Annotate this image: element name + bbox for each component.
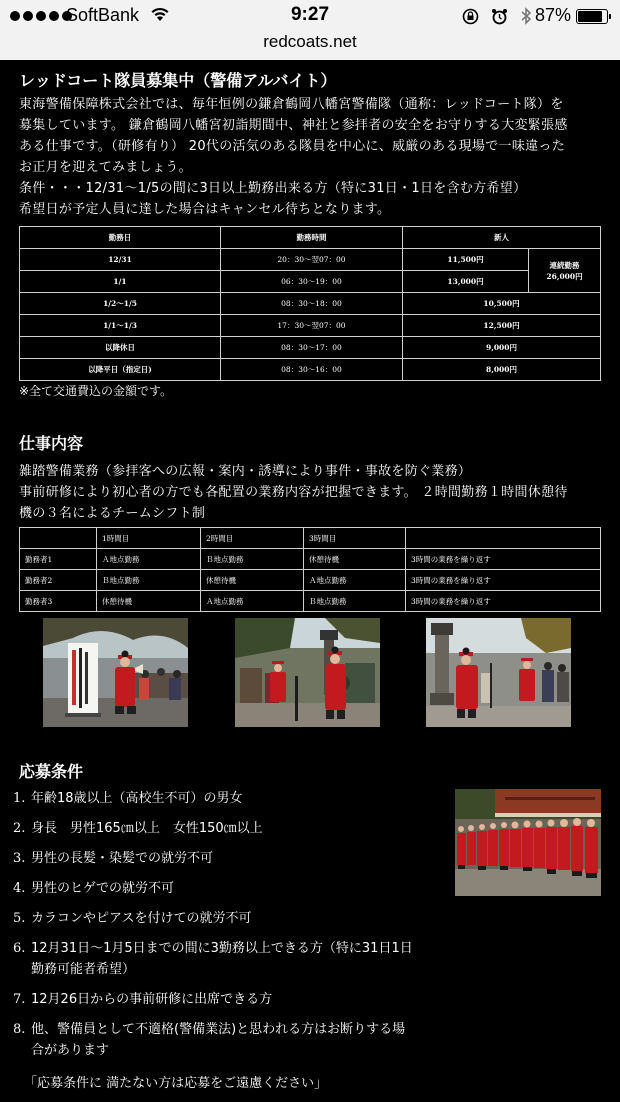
- recruit-line: 募集しています。 鎌倉鶴岡八幡宮初詣期間中、神社と参拝者の安全をお守りする大変緊張感: [19, 118, 568, 133]
- list-item: 5. カラコンやピアスを付けての就労不可: [13, 911, 252, 926]
- recruit-line: ある仕事です。（研修有り） 20代の活気のある隊員を中心に、威厳のある現場で一味違った: [19, 139, 566, 154]
- shift-cell: 休憩待機: [201, 570, 304, 591]
- table-row: [20, 315, 601, 337]
- list-item: 3. 男性の長髪・染髪での就労不可: [13, 851, 214, 866]
- list-item: 2. 身長 男性165㎝以上 女性150㎝以上: [13, 821, 263, 836]
- shift-table: [19, 527, 601, 612]
- pay-amount: 10,500円: [403, 293, 601, 315]
- table-row: [20, 271, 601, 293]
- shift-cell: 勤務者3: [20, 591, 97, 612]
- guard-photo-2: [235, 618, 380, 727]
- rotation-lock-icon: [462, 8, 479, 25]
- pay-time: 08：30～16：00: [221, 359, 403, 381]
- pay-day: 1/2～1/5: [20, 293, 221, 315]
- pay-day: 1/1～1/3: [20, 315, 221, 337]
- recruit-line: 東海警備保障株式会社では、毎年恒例の鎌倉鶴岡八幡宮警備隊（通称：レッドコート隊）を: [19, 97, 564, 112]
- pay-note: ※全て交通費込の金額です。: [19, 384, 173, 398]
- shift-header: 1時間目: [97, 528, 201, 549]
- apply-title: 応募条件: [19, 762, 84, 781]
- job-line: 雑踏警備業務（参拝客への広報・案内・誘導により事件・事故を防ぐ業務）: [19, 464, 472, 479]
- table-row: [20, 293, 601, 315]
- table-row: [20, 570, 601, 591]
- address-bar[interactable]: redcoats.net: [0, 32, 620, 60]
- shift-header: 3時間目: [304, 528, 406, 549]
- shift-cell: 勤務者1: [20, 549, 97, 570]
- carrier-name: SoftBank: [66, 5, 140, 25]
- pay-table: [19, 226, 601, 381]
- job-line: 機の３名によるチームシフト制: [19, 506, 206, 521]
- shift-cell: Ｂ地点勤務: [201, 549, 304, 570]
- pay-day: 以降平日（指定日): [20, 359, 221, 381]
- shift-cell: Ａ地点勤務: [97, 549, 201, 570]
- battery-icon: [576, 9, 608, 24]
- pay-amount: 12,500円: [403, 315, 601, 337]
- apply-footer: 「応募条件に 満たない方は応募をご遠慮ください」: [24, 1076, 328, 1091]
- recruit-line: 条件・・・12/31～1/5の間に3日以上勤務出来る方（特に31日・1日を含む方希望）: [19, 181, 527, 196]
- pay-time: 06：30～19：00: [221, 271, 403, 293]
- shift-cell: 休憩待機: [304, 549, 406, 570]
- list-item: 8. 他、警備員として不適格(警備業法)と思われる方はお断りする場 合があります: [13, 1022, 406, 1058]
- list-item: 1. 年齢18歳以上（高校生不可）の男女: [13, 791, 243, 806]
- list-item: 4. 男性のヒゲでの就労不可: [13, 881, 175, 896]
- recruit-line: お正月を迎えてみましょう。: [19, 160, 192, 175]
- pay-day: 以降休日: [20, 337, 221, 359]
- shift-cell: 3時間の業務を繰り返す: [406, 591, 601, 612]
- shift-cell: 休憩待機: [97, 591, 201, 612]
- shift-cell: 3時間の業務を繰り返す: [406, 549, 601, 570]
- shift-cell: 3時間の業務を繰り返す: [406, 570, 601, 591]
- table-row: [20, 359, 601, 381]
- shift-header: [20, 528, 97, 549]
- pay-header-day: 勤務日: [20, 227, 221, 249]
- pay-combined: 連続勤務 26,000円: [529, 249, 601, 293]
- pay-time: 20：30～翌07：00: [221, 249, 403, 271]
- table-row: [20, 549, 601, 570]
- list-item: 6. 12月31日～1月5日までの間に3勤務以上できる方（特に31日1日 勤務可能者希望）: [13, 941, 413, 977]
- pay-day: 12/31: [20, 249, 221, 271]
- pay-time: 17：30～翌07：00: [221, 315, 403, 337]
- status-bar: [0, 0, 620, 32]
- table-row: [20, 528, 601, 549]
- apply-conditions-list: [13, 788, 443, 1070]
- shift-cell: Ｂ地点勤務: [304, 591, 406, 612]
- shift-cell: 勤務者2: [20, 570, 97, 591]
- shift-cell: Ａ地点勤務: [201, 591, 304, 612]
- job-line: 事前研修により初心者の方でも各配置の業務内容が把握できます。 ２時間勤務１時間休憩待: [19, 485, 568, 500]
- bluetooth-icon: [520, 7, 532, 25]
- recruit-line: 希望日が予定人員に達した場合はキャンセル待ちとなります。: [19, 202, 391, 217]
- table-row: [20, 337, 601, 359]
- battery-percent: 87%: [535, 5, 572, 25]
- table-row: [20, 591, 601, 612]
- job-title: 仕事内容: [19, 434, 84, 453]
- pay-header-pay: 新人: [403, 227, 601, 249]
- pay-time: 08：30～17：00: [221, 337, 403, 359]
- table-row: [20, 249, 601, 271]
- pay-amount: 9,000円: [403, 337, 601, 359]
- shift-header: [406, 528, 601, 549]
- guard-lineup-photo: [455, 789, 601, 896]
- shift-cell: Ｂ地点勤務: [97, 570, 201, 591]
- pay-day: 1/1: [20, 271, 221, 293]
- recruit-title: レッドコート隊員募集中（警備アルバイト）: [19, 71, 337, 90]
- pay-amount: 8,000円: [403, 359, 601, 381]
- clock: 9:27: [290, 4, 330, 25]
- pay-header-time: 勤務時間: [221, 227, 403, 249]
- list-item: 7. 12月26日からの事前研修に出席できる方: [13, 992, 273, 1007]
- alarm-icon: [491, 8, 508, 25]
- job-description: [19, 461, 604, 524]
- shift-header: 2時間目: [201, 528, 304, 549]
- recruit-description: [19, 94, 604, 220]
- shift-cell: Ａ地点勤務: [304, 570, 406, 591]
- pay-amount: 11,500円: [403, 249, 529, 271]
- guard-photo-1: [43, 618, 188, 727]
- pay-amount: 13,000円: [403, 271, 529, 293]
- pay-time: 08：30～18：00: [221, 293, 403, 315]
- guard-photo-3: [426, 618, 571, 727]
